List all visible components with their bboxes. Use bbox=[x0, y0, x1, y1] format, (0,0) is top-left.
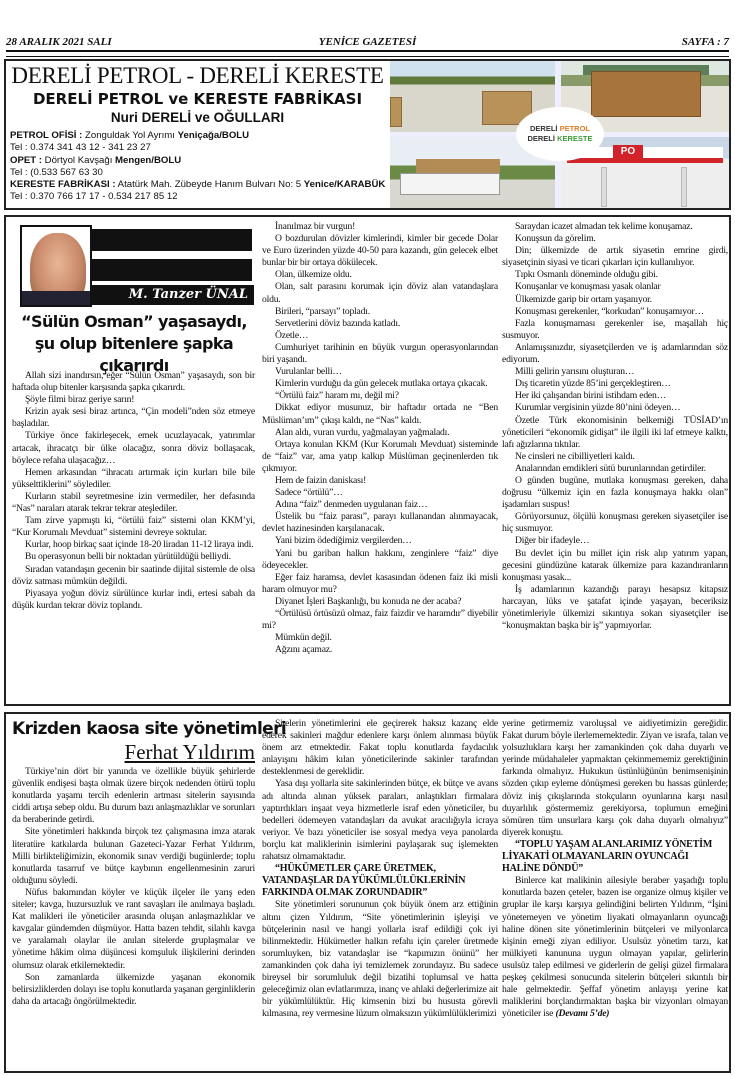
ad-contact-line: KERESTE FABRİKASI : Atatürk Mah. Zübeyde Hanım Bulvarı No: 5 Yenice/KARABÜK bbox=[10, 179, 386, 191]
paragraph: Konuşanlar ve konuşması yasak olanlar bbox=[515, 281, 661, 293]
paragraph: Türkiye önce fakirleşecek, emek ucuzlayacak, yatırımlar artacak, ihracatçı bir ülke olacağız, sonra döviz bollaşacak, böylece refaha ulaşacağız… bbox=[12, 430, 255, 466]
paragraph: Tıpkı Osmanlı döneminde olduğu gibi. bbox=[515, 269, 658, 281]
subheading: “TOPLU YAŞAM ALANLARIMIZ YÖNETİM LİYAKATİ OLMAYANLARIN OYUNCAĞI HALİNE DÖNDÜ” bbox=[502, 838, 713, 875]
ad-subheadline: DERELİ PETROL ve KERESTE FABRİKASI bbox=[32, 90, 363, 108]
paragraph: Servetlerini döviz bazında katladı. bbox=[275, 317, 401, 329]
ad-contact-line: PETROL OFİSİ : Zonguldak Yol Ayrımı Yeniçağa/BOLU bbox=[10, 130, 250, 141]
paragraph: yerine getirmemiz varoluşsal ve aidiyetimizin gereğidir. Fakat durum böyle ilerlememektedir. Ziyan ve israfa, talan ve yolsuzluklara karşı her zamankinden çok daha duyarlı ve yerinde müdahaleler yapmaktan çekinmememiz gerektiğinin farkında olmalıyız. Hukukun üstünlüğünün benimsenişinin sözden çıkıp eyleme dönüşmesi gereken bu hassas günlerde; döviz iniş çıkışlarında stokçuların oyunlarına karşı nasıl duyarlılık göstermemiz gerekiyorsa, toplumun emeğini sömüren tüm unsurlara karşı çok daha duyarlı olmalıyız” diyerek konuştu. bbox=[502, 718, 728, 838]
author-photo bbox=[20, 225, 92, 307]
paragraph: Din; ülkemizde de artık siyasetin emrine girdi, siyasetçinin siyasi ve ticari çıkarları için kullanılıyor. bbox=[502, 245, 728, 269]
paragraph: Tam zirve yapmıştı ki, “örtülü faiz” sistemi olan KKM’yi, “Kur Korumalı Mevduat” sistemini devreye soktular. bbox=[12, 515, 255, 539]
newspaper-name: YENİCE GAZETESİ bbox=[318, 36, 417, 48]
ad-contact-line: OPET : Dörtyol Kavşağı Mengen/BOLU bbox=[10, 154, 182, 166]
paragraph: Ne cinsleri ne cibilliyetleri kaldı. bbox=[515, 450, 635, 462]
paragraph: Yani bu gariban halkın hakkını, zenginlere “faiz” diye ödeyecekler. bbox=[262, 547, 498, 571]
paragraph: Allah sizi inandırsın, eğer “Sülün Osman” yaşasaydı, son bir haftada olup bitenler karşısında şapka çıkarırdı. bbox=[12, 370, 255, 394]
paragraph: Yasa dışı yollarla site sakinlerinden bütçe, ek bütçe ve avans adı altında alınan yüksek paraları, anlaştıkları firmalara yaptırdıkları inşaat veya hizmetlerle israf eden yöneticiler, bu bedelleri ödemeyen vatandaşları da avukat aracılığıyla icraya veriyor. Ve bazı yöneticiler ise sosyal medya veya panolarda borçlu kat maliklerinin isimlerini paylaşarak suç işlemekten rahatsız olmamaktadır. bbox=[262, 778, 498, 863]
paragraph: Birileri, “parsayı” topladı. bbox=[275, 305, 370, 317]
paragraph: Ortaya konulan KKM (Kur Korumalı Mevduat) sisteminde de “faiz” var, ama yatıp kalkıp Müslüman geçinenlerden tık çıkmıyor. bbox=[262, 438, 498, 474]
paragraph: O bozdurulan dövizler kimlerindi, kimler bir gecede Dolar ve Euro üzerinden yüzde 40-50 para kazandı, gün gelecek elbet bunlar bir bir ortaya dökülecek. bbox=[262, 233, 498, 269]
paragraph: Piyasaya yoğun döviz sürülünce kurlar indi, ertesi sabah da düşük kurdan tekrar döviz toplandı. bbox=[12, 587, 255, 611]
paragraph: Hem de faizin daniskası! bbox=[275, 474, 367, 486]
paragraph: “Örtülü faiz” haram mı, değil mi? bbox=[275, 390, 399, 402]
paragraph: Dikkat ediyor musunuz, bir haftadır ortada ne “Ben Müslüman’ım” çıkışı kaldı, ne “Nas” kaldı. bbox=[262, 402, 498, 426]
author-banner bbox=[20, 225, 254, 305]
paragraph: İnanılmaz bir vurgun! bbox=[275, 221, 356, 232]
advertisement bbox=[4, 59, 731, 210]
paragraph: Site yönetimleri sorununun çok büyük önem arz ettiğinin altını çizen Yıldırım, “Site yönetimlerinin işleyişi ve bütçelerinin nasıl ve hangi yollarla israf edildiği çok iyi bilinmektedir. Hükümetler halkın refahı için çareler üretmede sorumluyken, biz vatandaşlar ise “kapımızın önünü” her zamankinden çok daha iyi temizlemek zorundayız. Bu sadece bireysel bir sorumluluk değil bizatihi toplumsal ve hatta geleceğimiz olan evlatlarımıza, inanç ve ahlaki değerlerimize ait bir yükümlülüktür. Hiç kimsenin bizi bu hususta görevli kılmasına, rey vermesine lüzum olmaksızın yükümlülüklerimizi bbox=[262, 899, 498, 1020]
ad-headline: DERELİ PETROL - DERELİ KERESTE bbox=[11, 63, 384, 88]
paragraph: Saraydan icazet almadan tek kelime konuşamaz. bbox=[515, 221, 693, 232]
paragraph: Binlerce kat malikinin ailesiyle beraber yaşadığı toplu konutlarda bazen çeteler, bazen ise organize olmuş kişiler ve gruplar ile karşı karşıya gelindiğini belirten Yıldırım, “İşini yönetemeyen ve yönetim liyakati olmayanların oyuncağı haline dönen site yönetimlerinin bütçeleri ve milyonlarca kişinin emeği ziyan ediliyor. Usulsüz yönetim tarzı, kat mülkiyeti kanununa uygun olmayan yapılar, gelirlerin usulsüz talep edilmesi ve giderlerin de gelişi güzel firmalara peşkeş çekilmesi sonucunda sitelerin bütçeleri sıkıntılı bir hale gelmektedir. Şeffaf yönetim anlayışı yerine kat maliklerini borçlandırmaktan başka bir vizyonları olmayan yöneticiler ise (Devamı 5’de) bbox=[502, 875, 728, 1020]
paragraph: Adına “faiz” denmeden uygulanan faiz… bbox=[275, 499, 428, 511]
subheading: “HÜKÜMETLER ÇARE ÜRETMEK, VATANDAŞLAR DA YÜKÜMLÜLÜKLERİNİN FARKINDA OLMAK ZORUNDADIR” bbox=[262, 863, 466, 899]
paragraph: Ağzını açamaz. bbox=[275, 644, 333, 656]
article-column-3 bbox=[502, 718, 728, 1020]
paragraph: Hemen arkasından “ihracatı artırmak için kurları bile bile yükselttiklerini” söylediler. bbox=[12, 466, 255, 490]
ad-contact-line: Tel : 0.370 766 17 17 - 0.534 217 85 12 bbox=[10, 191, 178, 203]
article-column-3 bbox=[502, 221, 728, 632]
paragraph: Son zamanlarda ülkemizde yaşanan ekonomik belirsizliklerden dolayı ise toplu konutlarda yaşanan gerginliklerin daha da artacağı öngörülmektedir. bbox=[12, 971, 255, 1007]
article-title: “Sülün Osman” yaşasaydı, şu olup bitenlere şapka çıkarırdı bbox=[21, 312, 247, 375]
paragraph: Dış ticaretin yüzde 85’ini gerçekleştiren… bbox=[515, 378, 671, 390]
page-header bbox=[6, 36, 729, 52]
paragraph: Diğer bir ifadeyle… bbox=[515, 535, 590, 547]
paragraph: Yani bizim ödediğimiz vergilerden… bbox=[275, 535, 412, 547]
paragraph: Kurlar, hoop birkaç saat içinde 18-20 liradan 11-12 liraya indi. bbox=[25, 539, 254, 551]
paragraph: Konuşsun da görelim. bbox=[515, 233, 596, 245]
author-name: Ferhat Yıldırım bbox=[124, 740, 255, 764]
paragraph: Analarından emdikleri sütü burunlarından getirdiler. bbox=[515, 462, 706, 474]
news-article bbox=[4, 712, 731, 1073]
paragraph: Kurumlar vergisinin yüzde 80’nini ödeyen… bbox=[515, 402, 681, 414]
article-column-1 bbox=[12, 766, 255, 1008]
paragraph: Üstelik bu “faiz parası”, parayı kullanandan alınmayacak, devlet hazinesinden karşılanacak. bbox=[262, 511, 498, 535]
article-title: Krizden kaosa site yönetimleri bbox=[12, 719, 287, 739]
paragraph: Sıradan vatandaşın gecenin bir saatinde dijital sistemle de olsa döviz satması mümkün değildi. bbox=[12, 563, 255, 587]
paragraph: Anlamışsınızdır, siyasetçilerden ve iş adamlarından söz ediyorum. bbox=[502, 341, 728, 366]
ad-contact-line: Tel : (0.533 567 63 30 bbox=[10, 166, 103, 178]
article-column-1 bbox=[12, 370, 255, 612]
paragraph: Görüyorsunuz, ölçülü konuşması gereken siyasetçiler ise hiç susmuyor. bbox=[502, 511, 728, 535]
issue-date: 28 ARALIK 2021 SALI bbox=[6, 36, 112, 48]
author-name: M. Tanzer ÜNAL bbox=[74, 285, 254, 305]
paragraph: Özetle Türk ekonomisinin belkemiği TÜSİAD’ın yöneticileri “ekonomik gidişat” ile ilgili iki laf etmeye kalktı, lafı ağızlarına tıktılar. bbox=[502, 414, 728, 450]
paragraph: Site yönetimleri hakkında birçok tez çalışmasına imza atarak literatüre katkılarda bulunan Gazeteci-Yazar Ferhat Yıldırım, Milli birlikteliğimizin, ekonomik sınav verdiği bugünlerde; toplu konutlarda tasarruf ve bütçe kaybının engellenmesinin zaruri olduğunu söyledi. bbox=[12, 826, 255, 886]
paragraph: Sitelerin yönetimlerini ele geçirerek haksız kazanç elde ederek sakinleri mağdur edenlere karşı önlem alınması büyük önem arz etmektedir. Fakat toplu konutlarda faydacılık anlayışını hâkim kılan yöneticilerinde sakinler tarafından desteklenmesi de gereklidir. bbox=[262, 718, 498, 778]
page-number: SAYFA : 7 bbox=[681, 36, 729, 48]
header-rule bbox=[6, 56, 729, 57]
paragraph: Nüfus bakımından köyler ve küçük ilçeler ile yarış eden siteler; kavga, huzursuzluk ve rant savaşları ile anılmaya başladı. Kat malikleri ile yöneticiler arasında oluşan anlaşmazlıklar ve kavgalar gündemden düşmüyor. Hatta bazen tehdit, silahlı kavga ve yaralamalı olaylar ile anılan sitelerde gruplaşmalar ve yönetime hâkim olma düşüncesi komşuluk ilişkilerini derinden olumsuz olarak etkilemektedir. bbox=[12, 886, 255, 971]
paragraph: Milli gelirin yarısını oluşturan… bbox=[515, 366, 635, 378]
paragraph: Her iki çalışandan birini istihdam eden… bbox=[515, 390, 667, 402]
paragraph: Bu devlet için bu millet için risk alıp yatırım yapan, gecesini gündüzüne katarak ülkemize para kazandıranların konuşması yasak... bbox=[502, 547, 728, 583]
station-brand-logo: PO bbox=[613, 145, 643, 159]
paragraph: Kurların stabil seyretmesine izin vermediler, her defasında “Nas” naraları atarak tekrar tekrar ateşlediler. bbox=[12, 490, 255, 515]
ad-contact-line: Tel : 0.374 341 43 12 - 341 23 27 bbox=[10, 142, 151, 154]
ad-contact-lines bbox=[10, 130, 385, 204]
paragraph: Fazla konuşmaması gerekenler ise, maşallah hiç susmuyor. bbox=[502, 317, 728, 341]
paragraph: Konuşması gerekenler, “korkudan” konuşamıyor… bbox=[515, 305, 704, 317]
paragraph: “Örtülüsü örtüsüzü olmaz, faiz faizdir ve haramdır” diyebilir mi? bbox=[262, 608, 498, 632]
paragraph: Krizin ayak sesi biraz artınca, “Çin modeli”nden söz etmeye başladılar. bbox=[12, 406, 255, 430]
dereli-logo: DERELİ PETROL DERELİ KERESTE bbox=[516, 107, 604, 161]
ad-text-block bbox=[6, 61, 389, 208]
opinion-article bbox=[4, 215, 731, 706]
ad-photo-collage bbox=[390, 61, 729, 208]
paragraph: Sadece “örtülü”… bbox=[275, 487, 343, 499]
paragraph: Olan, ülkemize oldu. bbox=[275, 269, 352, 281]
paragraph: Olan, salt parasını korumak için döviz alan vatandaşlara oldu. bbox=[262, 281, 498, 305]
paragraph: İş adamlarının kazandığı parayı hesapsız kitapsız harcayan, lüks ve şatafat içinde yaşayan, beceriksiz yönetimleriyle ülkemizi sıkıntıya sokan siyasetçiler ise “konuşmaktan başka bir iş” yapmıyorlar. bbox=[502, 583, 728, 632]
article-column-2 bbox=[262, 718, 498, 1020]
paragraph: Şöyle filmi biraz geriye sarın! bbox=[25, 394, 135, 406]
continued-link[interactable]: (Devamı 5’de) bbox=[555, 1008, 610, 1020]
ad-owner: Nuri DERELİ ve OĞULLARI bbox=[110, 110, 285, 125]
paragraph: Diyanet İşleri Başkanlığı, bu konuda ne der acaba? bbox=[275, 595, 462, 607]
paragraph: Alan aldı, vuran vurdu, yağmalayan yağmaladı. bbox=[275, 426, 450, 438]
paragraph: Bu operasyonun belli bir noktadan yürütüldüğü belliydi. bbox=[25, 551, 231, 563]
paragraph: Ülkemizde garip bir ortam yaşanıyor. bbox=[515, 293, 652, 305]
article-column-2 bbox=[262, 221, 498, 656]
paragraph: Mümkün değil. bbox=[275, 632, 332, 644]
paragraph: Vurulanlar belli… bbox=[275, 366, 342, 378]
paragraph: Cumhuriyet tarihinin en büyük vurgun operasyonlarından biri yaşandı. bbox=[262, 341, 498, 366]
paragraph: Türkiye’nin dört bir yanında ve özellikle büyük şehirlerde güvenlik endişesi başta olmak üzere birçok nedenden ötürü toplu konutlarda yaşamı tercih edenlerin artması sitelerin sayısında ciddi artışa sebep oldu. Bu durum bazı anlaşmazlıklar ve sorunları da beraberinde getirdi. bbox=[12, 766, 255, 826]
paragraph: O günden bugüne, mutlaka konuşması gereken, daha doğrusu “ülkemiz için en fazla konuşmaya hakkı olan” işadamları suspus! bbox=[502, 474, 728, 511]
paragraph: Eğer faiz haramsa, devlet kasasından ödenen faiz iki misli haram olmuyor mu? bbox=[262, 571, 498, 595]
paragraph: Kimlerin vurduğu da gün gelecek mutlaka ortaya çıkacak. bbox=[275, 378, 488, 390]
paragraph: Özetle… bbox=[275, 329, 309, 341]
